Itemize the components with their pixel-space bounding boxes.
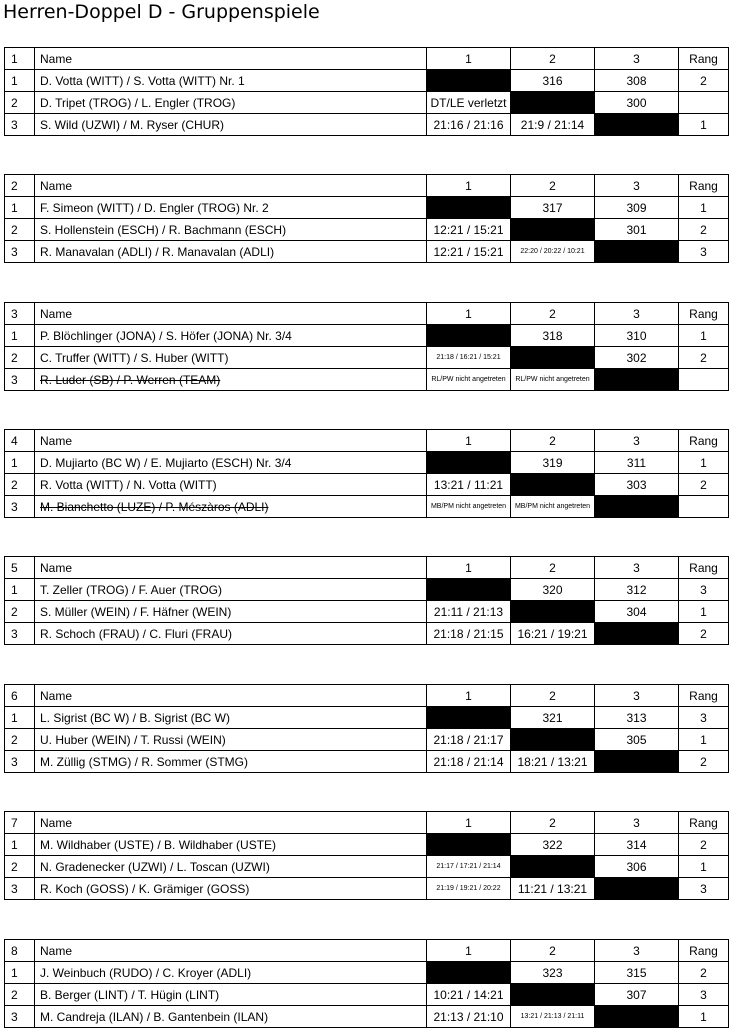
header-col-3: 3 <box>595 48 679 70</box>
team-name: D. Tripet (TROG) / L. Engler (TROG) <box>35 92 427 114</box>
header-col-2: 2 <box>511 175 595 197</box>
row-number: 2 <box>5 474 35 496</box>
header-row <box>5 812 729 834</box>
blank-cell <box>427 579 511 601</box>
table-row <box>5 601 729 623</box>
rang-cell: 1 <box>679 601 729 623</box>
blank-cell <box>427 452 511 474</box>
table-row <box>5 962 729 984</box>
header-rang: Rang <box>679 940 729 962</box>
result-cell: 21:11 / 21:13 <box>427 601 511 623</box>
blank-cell <box>427 70 511 92</box>
blank-cell <box>427 962 511 984</box>
row-number: 3 <box>5 496 35 518</box>
blank-cell <box>595 241 679 263</box>
result-cell: 21:16 / 21:16 <box>427 114 511 136</box>
result-cell: MB/PM nicht angetreten <box>427 496 511 518</box>
header-col-2: 2 <box>511 430 595 452</box>
header-col-1: 1 <box>427 175 511 197</box>
header-name: Name <box>35 812 427 834</box>
team-name: J. Weinbuch (RUDO) / C. Kroyer (ADLI) <box>35 962 427 984</box>
rang-cell: 1 <box>679 114 729 136</box>
result-cell: 312 <box>595 579 679 601</box>
row-number: 1 <box>5 452 35 474</box>
header-col-3: 3 <box>595 175 679 197</box>
result-cell: 311 <box>595 452 679 474</box>
team-name: R. Luder (SB) / P. Werren (TEAM) <box>35 369 427 391</box>
blank-cell <box>595 114 679 136</box>
blank-cell <box>595 623 679 645</box>
group-table-7 <box>4 811 729 900</box>
table-row <box>5 496 729 518</box>
result-cell: 16:21 / 19:21 <box>511 623 595 645</box>
blank-cell <box>511 984 595 1006</box>
header-row <box>5 685 729 707</box>
result-cell: 21:18 / 21:14 <box>427 751 511 773</box>
row-number: 1 <box>5 197 35 219</box>
row-number: 1 <box>5 70 35 92</box>
header-col-3: 3 <box>595 685 679 707</box>
header-name: Name <box>35 303 427 325</box>
blank-cell <box>595 369 679 391</box>
rang-cell: 2 <box>679 347 729 369</box>
rang-cell: 2 <box>679 219 729 241</box>
rang-cell <box>679 369 729 391</box>
table-row <box>5 92 729 114</box>
result-cell: 320 <box>511 579 595 601</box>
result-cell: 12:21 / 15:21 <box>427 241 511 263</box>
table-row <box>5 878 729 900</box>
rang-cell: 1 <box>679 856 729 878</box>
table-row <box>5 707 729 729</box>
header-rang: Rang <box>679 557 729 579</box>
row-number: 3 <box>5 1006 35 1028</box>
result-cell: 322 <box>511 834 595 856</box>
table-row <box>5 197 729 219</box>
rang-cell: 3 <box>679 984 729 1006</box>
header-row <box>5 48 729 70</box>
header-col-3: 3 <box>595 812 679 834</box>
header-col-1: 1 <box>427 812 511 834</box>
group-table-2 <box>4 174 729 263</box>
group-table-5 <box>4 556 729 645</box>
row-number: 3 <box>5 369 35 391</box>
table-row <box>5 325 729 347</box>
team-name: U. Huber (WEIN) / T. Russi (WEIN) <box>35 729 427 751</box>
row-number: 3 <box>5 114 35 136</box>
result-cell: 308 <box>595 70 679 92</box>
team-name: P. Blöchlinger (JONA) / S. Höfer (JONA) Nr. 3/4 <box>35 325 427 347</box>
team-name: M. Wildhaber (USTE) / B. Wildhaber (USTE) <box>35 834 427 856</box>
team-name: F. Simeon (WITT) / D. Engler (TROG) Nr. 2 <box>35 197 427 219</box>
group-table-6 <box>4 684 729 773</box>
header-rang: Rang <box>679 430 729 452</box>
result-cell: 310 <box>595 325 679 347</box>
header-row <box>5 175 729 197</box>
group-number: 2 <box>5 175 35 197</box>
result-cell: MB/PM nicht angetreten <box>511 496 595 518</box>
team-name: R. Schoch (FRAU) / C. Fluri (FRAU) <box>35 623 427 645</box>
row-number: 2 <box>5 984 35 1006</box>
table-row <box>5 729 729 751</box>
table-row <box>5 241 729 263</box>
table-row <box>5 623 729 645</box>
result-cell: RL/PW nicht angetreten <box>511 369 595 391</box>
result-cell: 321 <box>511 707 595 729</box>
result-cell: 318 <box>511 325 595 347</box>
table-row <box>5 369 729 391</box>
result-cell: 323 <box>511 962 595 984</box>
rang-cell: 2 <box>679 834 729 856</box>
group-number: 8 <box>5 940 35 962</box>
table-row <box>5 751 729 773</box>
row-number: 1 <box>5 962 35 984</box>
team-name: N. Gradenecker (UZWI) / L. Toscan (UZWI) <box>35 856 427 878</box>
table-row <box>5 856 729 878</box>
blank-cell <box>595 496 679 518</box>
result-cell: 301 <box>595 219 679 241</box>
header-col-1: 1 <box>427 303 511 325</box>
header-name: Name <box>35 557 427 579</box>
team-name: L. Sigrist (BC W) / B. Sigrist (BC W) <box>35 707 427 729</box>
row-number: 3 <box>5 878 35 900</box>
rang-cell <box>679 92 729 114</box>
row-number: 2 <box>5 219 35 241</box>
result-cell: 303 <box>595 474 679 496</box>
row-number: 1 <box>5 579 35 601</box>
header-col-1: 1 <box>427 685 511 707</box>
table-row <box>5 70 729 92</box>
result-cell: 13:21 / 21:13 / 21:11 <box>511 1006 595 1028</box>
result-cell: 309 <box>595 197 679 219</box>
blank-cell <box>511 347 595 369</box>
header-col-2: 2 <box>511 48 595 70</box>
header-col-3: 3 <box>595 430 679 452</box>
group-table-1 <box>4 47 729 136</box>
team-name: S. Hollenstein (ESCH) / R. Bachmann (ESCH) <box>35 219 427 241</box>
result-cell: 18:21 / 13:21 <box>511 751 595 773</box>
team-name: R. Votta (WITT) / N. Votta (WITT) <box>35 474 427 496</box>
blank-cell <box>427 197 511 219</box>
team-name: D. Votta (WITT) / S. Votta (WITT) Nr. 1 <box>35 70 427 92</box>
group-number: 4 <box>5 430 35 452</box>
group-table-8 <box>4 939 729 1028</box>
team-name: M. Züllig (STMG) / R. Sommer (STMG) <box>35 751 427 773</box>
table-row <box>5 474 729 496</box>
table-row <box>5 452 729 474</box>
result-cell: 305 <box>595 729 679 751</box>
group-number: 7 <box>5 812 35 834</box>
result-cell: 12:21 / 15:21 <box>427 219 511 241</box>
group-number: 6 <box>5 685 35 707</box>
header-name: Name <box>35 430 427 452</box>
rang-cell: 2 <box>679 474 729 496</box>
team-name: M. Bianchetto (LUZE) / P. Mészàros (ADLI) <box>35 496 427 518</box>
result-cell: 302 <box>595 347 679 369</box>
result-cell: 300 <box>595 92 679 114</box>
rang-cell: 3 <box>679 579 729 601</box>
header-row <box>5 430 729 452</box>
rang-cell: 3 <box>679 707 729 729</box>
team-name: D. Mujiarto (BC W) / E. Mujiarto (ESCH) Nr. 3/4 <box>35 452 427 474</box>
header-col-2: 2 <box>511 557 595 579</box>
table-row <box>5 219 729 241</box>
header-rang: Rang <box>679 303 729 325</box>
group-number: 5 <box>5 557 35 579</box>
result-cell: 21:19 / 19:21 / 20:22 <box>427 878 511 900</box>
header-rang: Rang <box>679 812 729 834</box>
team-name: S. Müller (WEIN) / F. Häfner (WEIN) <box>35 601 427 623</box>
table-row <box>5 347 729 369</box>
team-name: T. Zeller (TROG) / F. Auer (TROG) <box>35 579 427 601</box>
rang-cell: 2 <box>679 623 729 645</box>
result-cell: RL/PW nicht angetreten <box>427 369 511 391</box>
row-number: 3 <box>5 241 35 263</box>
row-number: 2 <box>5 347 35 369</box>
header-rang: Rang <box>679 48 729 70</box>
header-name: Name <box>35 685 427 707</box>
result-cell: DT/LE verletzt <box>427 92 511 114</box>
group-number: 3 <box>5 303 35 325</box>
result-cell: 316 <box>511 70 595 92</box>
result-cell: 21:18 / 21:15 <box>427 623 511 645</box>
blank-cell <box>511 219 595 241</box>
rang-cell: 2 <box>679 751 729 773</box>
blank-cell <box>511 601 595 623</box>
row-number: 1 <box>5 834 35 856</box>
row-number: 2 <box>5 601 35 623</box>
team-name: S. Wild (UZWI) / M. Ryser (CHUR) <box>35 114 427 136</box>
header-col-2: 2 <box>511 685 595 707</box>
blank-cell <box>595 1006 679 1028</box>
rang-cell: 1 <box>679 729 729 751</box>
row-number: 2 <box>5 92 35 114</box>
rang-cell <box>679 496 729 518</box>
result-cell: 22:20 / 20:22 / 10:21 <box>511 241 595 263</box>
result-cell: 307 <box>595 984 679 1006</box>
group-number: 1 <box>5 48 35 70</box>
table-row <box>5 114 729 136</box>
result-cell: 11:21 / 13:21 <box>511 878 595 900</box>
blank-cell <box>511 856 595 878</box>
result-cell: 319 <box>511 452 595 474</box>
result-cell: 21:18 / 16:21 / 15:21 <box>427 347 511 369</box>
rang-cell: 1 <box>679 325 729 347</box>
rang-cell: 1 <box>679 1006 729 1028</box>
row-number: 2 <box>5 729 35 751</box>
header-col-3: 3 <box>595 303 679 325</box>
table-row <box>5 1006 729 1028</box>
row-number: 3 <box>5 623 35 645</box>
row-number: 2 <box>5 856 35 878</box>
blank-cell <box>427 834 511 856</box>
header-col-1: 1 <box>427 557 511 579</box>
team-name: R. Koch (GOSS) / K. Grämiger (GOSS) <box>35 878 427 900</box>
page-title: Herren-Doppel D - Gruppenspiele <box>3 1 320 23</box>
header-col-2: 2 <box>511 940 595 962</box>
result-cell: 315 <box>595 962 679 984</box>
blank-cell <box>595 751 679 773</box>
header-col-1: 1 <box>427 48 511 70</box>
team-name: C. Truffer (WITT) / S. Huber (WITT) <box>35 347 427 369</box>
blank-cell <box>427 325 511 347</box>
blank-cell <box>511 729 595 751</box>
rang-cell: 1 <box>679 452 729 474</box>
header-name: Name <box>35 175 427 197</box>
result-cell: 21:9 / 21:14 <box>511 114 595 136</box>
blank-cell <box>511 474 595 496</box>
group-table-3 <box>4 302 729 391</box>
result-cell: 317 <box>511 197 595 219</box>
rang-cell: 2 <box>679 70 729 92</box>
blank-cell <box>595 878 679 900</box>
rang-cell: 3 <box>679 241 729 263</box>
result-cell: 10:21 / 14:21 <box>427 984 511 1006</box>
header-name: Name <box>35 48 427 70</box>
header-col-1: 1 <box>427 940 511 962</box>
result-cell: 304 <box>595 601 679 623</box>
header-col-2: 2 <box>511 303 595 325</box>
team-name: R. Manavalan (ADLI) / R. Manavalan (ADLI) <box>35 241 427 263</box>
result-cell: 21:17 / 17:21 / 21:14 <box>427 856 511 878</box>
header-row <box>5 940 729 962</box>
header-col-1: 1 <box>427 430 511 452</box>
table-row <box>5 834 729 856</box>
header-col-3: 3 <box>595 940 679 962</box>
result-cell: 306 <box>595 856 679 878</box>
team-name: M. Candreja (ILAN) / B. Gantenbein (ILAN) <box>35 1006 427 1028</box>
header-col-3: 3 <box>595 557 679 579</box>
row-number: 1 <box>5 707 35 729</box>
table-row <box>5 984 729 1006</box>
header-row <box>5 303 729 325</box>
table-row <box>5 579 729 601</box>
rang-cell: 1 <box>679 197 729 219</box>
team-name: B. Berger (LINT) / T. Hügin (LINT) <box>35 984 427 1006</box>
header-row <box>5 557 729 579</box>
rang-cell: 3 <box>679 878 729 900</box>
result-cell: 21:18 / 21:17 <box>427 729 511 751</box>
result-cell: 21:13 / 21:10 <box>427 1006 511 1028</box>
group-table-4 <box>4 429 729 518</box>
blank-cell <box>427 707 511 729</box>
rang-cell: 2 <box>679 962 729 984</box>
header-rang: Rang <box>679 685 729 707</box>
result-cell: 314 <box>595 834 679 856</box>
blank-cell <box>511 92 595 114</box>
header-name: Name <box>35 940 427 962</box>
result-cell: 13:21 / 11:21 <box>427 474 511 496</box>
row-number: 3 <box>5 751 35 773</box>
header-col-2: 2 <box>511 812 595 834</box>
row-number: 1 <box>5 325 35 347</box>
header-rang: Rang <box>679 175 729 197</box>
result-cell: 313 <box>595 707 679 729</box>
